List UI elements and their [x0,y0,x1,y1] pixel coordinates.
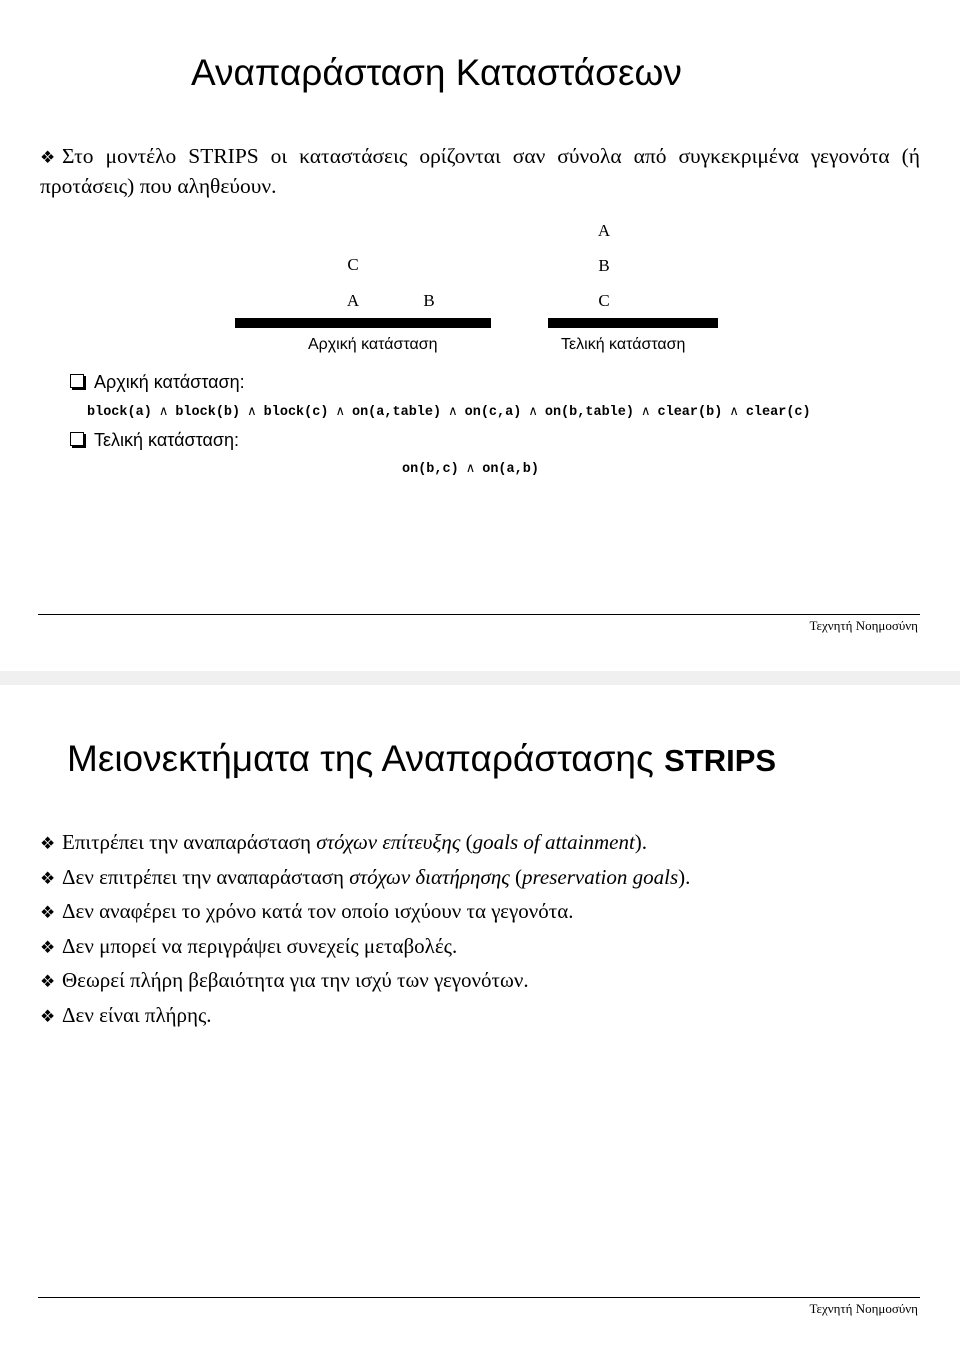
slide-title: Αναπαράσταση Καταστάσεων [191,52,682,93]
block-a-goal: A [597,221,611,240]
intro-bullet: ❖ Στο μοντέλο STRIPS οι καταστάσεις ορίζονται σαν σύνολα από συγκεκριμένα γεγονότα (ή προτάσεις) που αληθεύουν. [40,144,920,198]
slide-separator [0,671,960,685]
and-symbol: ∧ [448,404,458,419]
and-symbol: ∧ [247,404,257,419]
initial-state-formula: block(a) ∧ block(b) ∧ block(c) ∧ on(a,table) ∧ on(c,a) ∧ on(b,table) ∧ clear(b) ∧ clear(c) [87,404,811,420]
table-goal [548,318,718,328]
goal-state-item: Τελική κατάσταση: [70,430,239,451]
block-b-initial: B [423,291,435,310]
slide-title: Μειονεκτήματα της Αναπαράστασης STRIPS [67,738,777,779]
footer-text: Τεχνητή Νοημοσύνη [809,618,918,633]
diamond-bullet-icon: ❖ [40,937,56,957]
and-symbol: ∧ [640,404,651,419]
diamond-bullet-icon: ❖ [40,903,56,922]
and-symbol: ∧ [158,404,169,419]
list-item: ❖ Δεν είναι πλήρης. [40,999,690,1034]
initial-state-item: Αρχική κατάσταση: [70,372,245,393]
block-c-initial: C [347,255,359,274]
footer-divider [38,614,920,615]
disadvantages-list [40,826,690,1033]
diamond-bullet-icon: ❖ [40,868,56,888]
diamond-bullet-icon: ❖ [40,148,56,167]
and-symbol: ∧ [729,404,739,419]
list-item: ❖ Δεν επιτρέπει την αναπαράσταση στόχων διατήρησης (preservation goals). [40,861,690,896]
diamond-bullet-icon: ❖ [40,834,56,853]
checkbox-bullet-icon [70,374,84,388]
diamond-bullet-icon: ❖ [40,972,56,991]
goal-state-formula: on(b,c) ∧ on(a,b) [402,461,539,477]
footer-divider [38,1297,920,1298]
and-symbol: ∧ [335,404,345,419]
block-c-goal: C [598,291,610,310]
checkbox-bullet-icon [70,432,84,446]
and-symbol: ∧ [465,461,476,476]
initial-state-caption: Αρχική κατάσταση [308,336,438,353]
block-b-goal: B [598,256,610,275]
list-item: ❖ Δεν μπορεί να περιγράψει συνεχείς μεταβολές. [40,930,690,965]
table-initial [235,318,491,328]
list-item: ❖ Δεν αναφέρει το χρόνο κατά τον οποίο ισχύουν τα γεγονότα. [40,895,690,930]
block-a-initial: A [346,291,360,310]
goal-state-caption: Τελική κατάσταση [561,336,686,353]
and-symbol: ∧ [528,404,538,419]
list-item: ❖ Επιτρέπει την αναπαράσταση στόχων επίτευξης (goals of attainment). [40,826,690,861]
diamond-bullet-icon: ❖ [40,1006,56,1026]
list-item: ❖ Θεωρεί πλήρη βεβαιότητα για την ισχύ των γεγονότων. [40,964,690,999]
footer-text: Τεχνητή Νοημοσύνη [809,1301,918,1316]
